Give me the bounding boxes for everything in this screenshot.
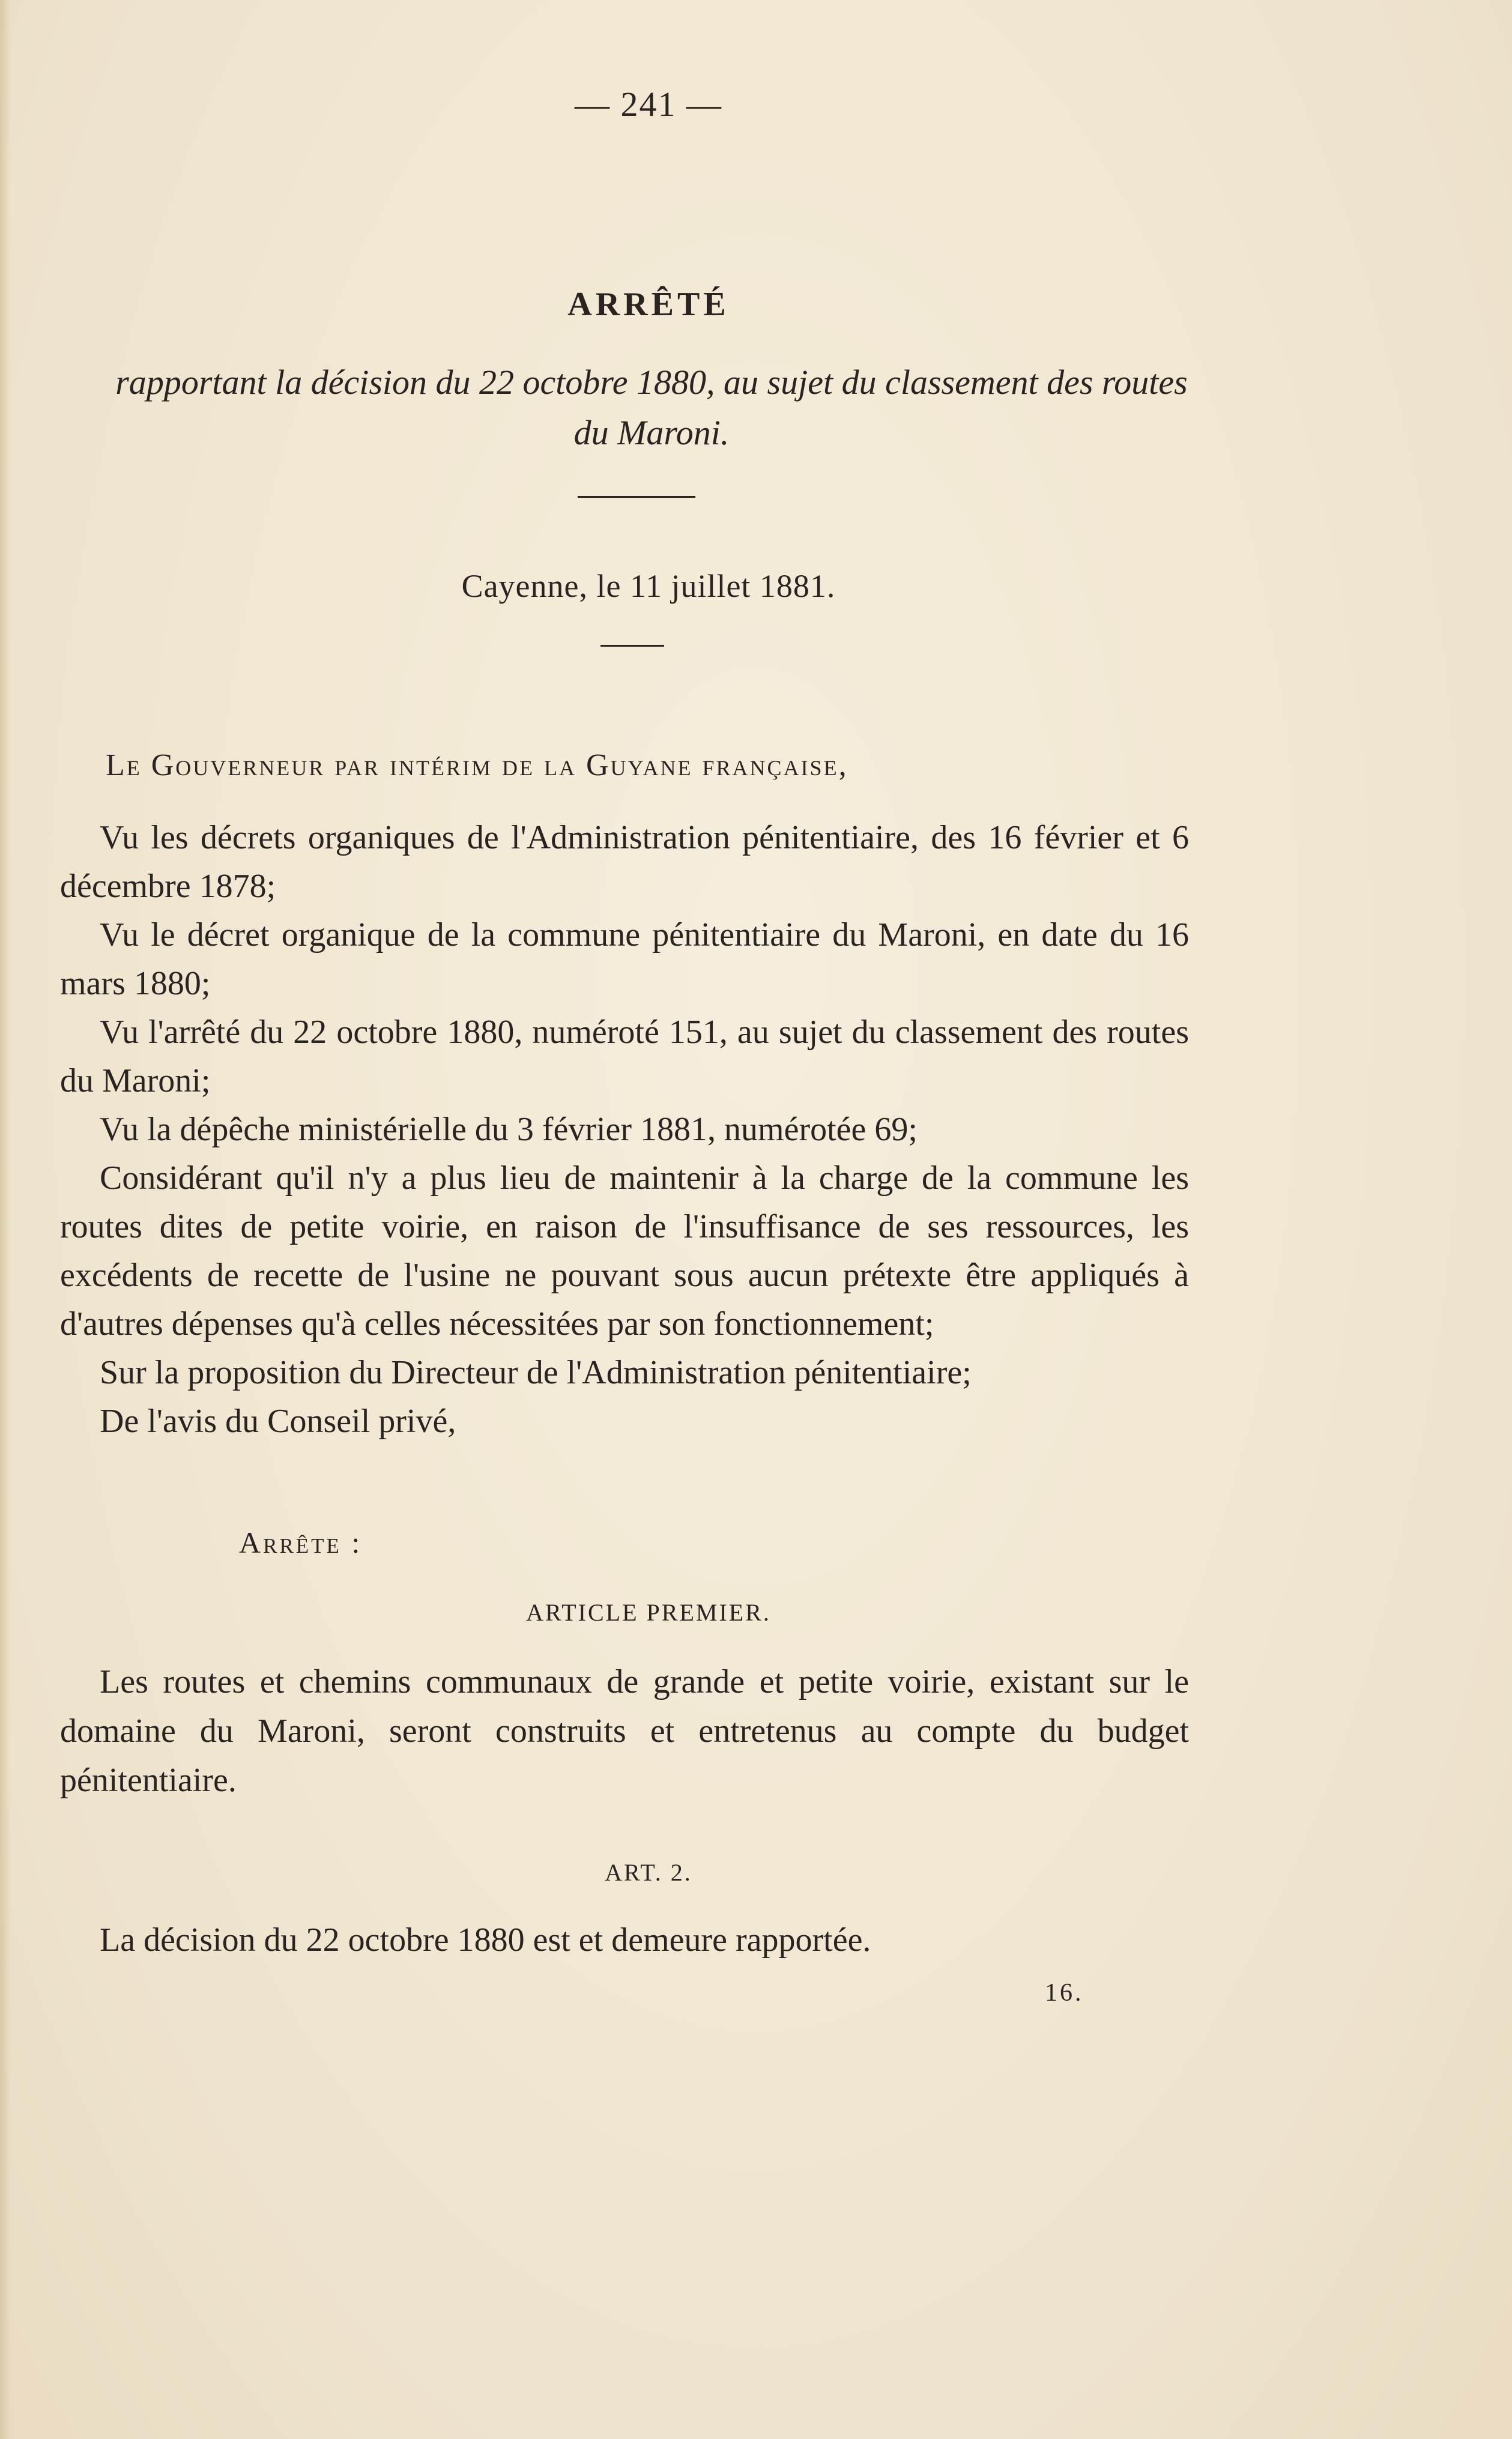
- considerations-block: [60, 814, 1189, 1446]
- article-1-heading: ARTICLE PREMIER.: [526, 1599, 771, 1626]
- document-subtitle: rapportant la décision du 22 octobre 1880, au sujet du classement des routes du Maroni.: [115, 363, 1188, 452]
- consideration-paragraph: Vu le décret organique de la commune pénitentiaire du Maroni, en date du 16 mars 1880;: [60, 916, 1189, 1002]
- consideration-paragraph: Vu l'arrêté du 22 octobre 1880, numéroté 151, au sujet du classement des routes du Maroni;: [60, 1014, 1189, 1099]
- arrete-label: Arrête :: [239, 1526, 363, 1559]
- document-title: ARRÊTÉ: [567, 286, 730, 323]
- date-divider: [600, 645, 664, 647]
- consideration-paragraph: Sur la proposition du Directeur de l'Administration pénitentiaire;: [100, 1354, 972, 1391]
- page-edge-shadow: [0, 0, 11, 2439]
- signature-mark: 16.: [1045, 1979, 1084, 2007]
- consideration-paragraph: De l'avis du Conseil privé,: [100, 1403, 456, 1440]
- governor-heading: Le Gouverneur par intérim de la Guyane française,: [106, 748, 848, 782]
- consideration-paragraph: Vu la dépêche ministérielle du 3 février 1881, numérotée 69;: [100, 1111, 918, 1148]
- article-2-text: La décision du 22 octobre 1880 est et demeure rapportée.: [100, 1921, 871, 1959]
- place-date: Cayenne, le 11 juillet 1881.: [461, 568, 836, 604]
- consideration-paragraph: Considérant qu'il n'y a plus lieu de maintenir à la charge de la commune les routes dites de petite voirie, en raison de l'insuffisance de ses ressources, les excédents de recette de l'usine ne pouvant sous aucun prétexte être appliqués à d'autres dépenses qu'à celles nécessitées par son fonctionnement;: [60, 1159, 1189, 1343]
- page-number: — 241 —: [575, 85, 722, 124]
- consideration-paragraph: Vu les décrets organiques de l'Administration pénitentiaire, des 16 février et 6 décembre 1878;: [60, 819, 1189, 905]
- article-2-heading: ART. 2.: [605, 1859, 692, 1886]
- title-divider: [578, 496, 695, 498]
- article-1-text: Les routes et chemins communaux de grande et petite voirie, existant sur le domaine du Maroni, seront construits et entretenus au compte du budget pénitentiaire.: [60, 1663, 1189, 1799]
